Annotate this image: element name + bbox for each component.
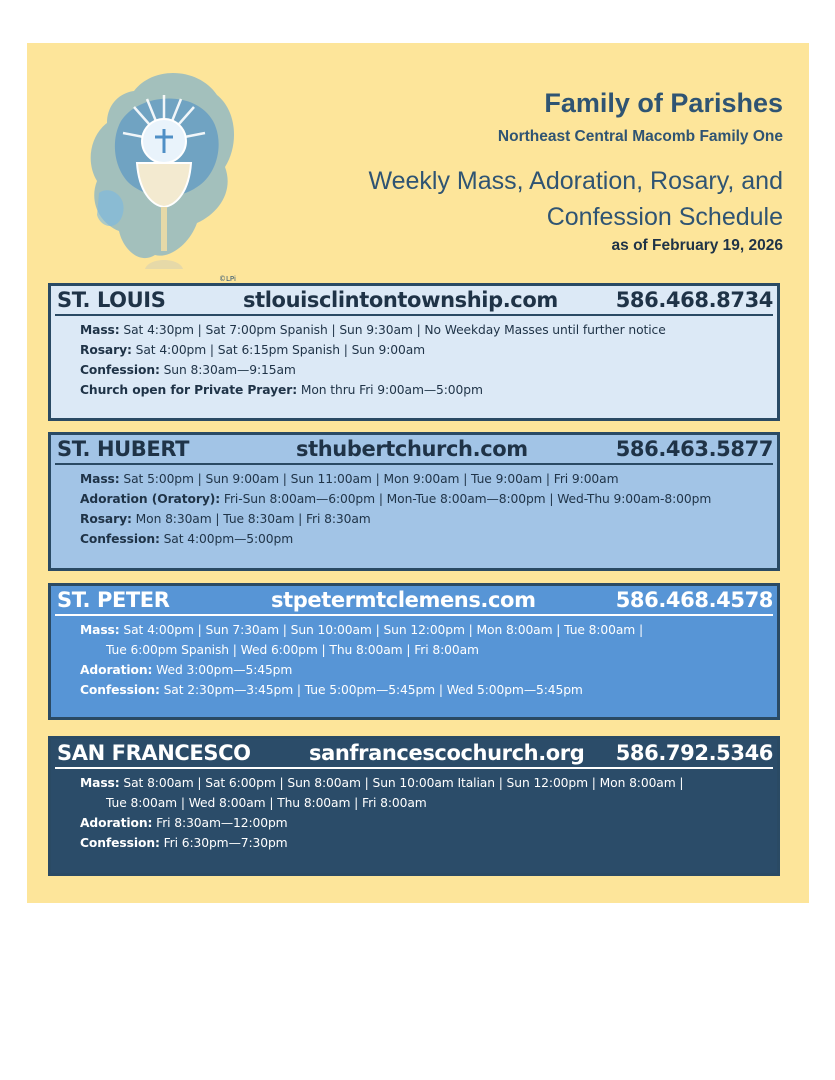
parish-header — [51, 586, 777, 616]
schedule-label: Confession: — [80, 363, 160, 377]
schedule-line — [80, 793, 777, 813]
schedule-times: Sat 8:00am | Sat 6:00pm | Sun 8:00am | Sun 10:00am Italian | Sun 12:00pm | Mon 8:00am | — [119, 776, 684, 790]
schedule-times: Sat 2:30pm—3:45pm | Tue 5:00pm—5:45pm | Wed 5:00pm—5:45pm — [159, 683, 583, 697]
schedule-times: Sat 4:00pm | Sun 7:30am | Sun 10:00am | Sun 12:00pm | Mon 8:00am | Tue 8:00am | — [119, 623, 644, 637]
schedule-lines — [51, 316, 777, 400]
schedule-times: Sun 8:30am—9:15am — [159, 363, 296, 377]
header-underline — [55, 614, 773, 616]
header-underline — [55, 767, 773, 769]
parish-box — [48, 736, 780, 876]
parish-website-link[interactable]: stpetermtclemens.com — [271, 588, 536, 612]
parish-box — [48, 583, 780, 720]
schedule-label: Confession: — [80, 836, 160, 850]
schedule-times: Sat 4:00pm | Sat 6:15pm Spanish | Sun 9:00am — [131, 343, 426, 357]
schedule-times: Fri 8:30am—12:00pm — [152, 816, 288, 830]
schedule-line — [80, 660, 777, 680]
schedule-label: Adoration: — [80, 816, 153, 830]
as-of-date: as of February 19, 2026 — [611, 237, 783, 254]
schedule-times: Tue 8:00am | Wed 8:00am | Thu 8:00am | Fri 8:00am — [106, 796, 427, 810]
parish-header — [51, 739, 777, 769]
schedule-label: Mass: — [80, 623, 120, 637]
schedule-line — [80, 509, 777, 529]
schedule-label: Confession: — [80, 683, 160, 697]
schedule-lines — [51, 769, 777, 853]
parish-name: ST. PETER — [57, 588, 170, 612]
parish-name: SAN FRANCESCO — [57, 741, 251, 765]
schedule-label: Mass: — [80, 472, 120, 486]
parish-box — [48, 283, 780, 421]
schedule-times: Mon 8:30am | Tue 8:30am | Fri 8:30am — [131, 512, 371, 526]
page-subtitle: Northeast Central Macomb Family One — [497, 128, 783, 145]
schedule-line — [80, 380, 777, 400]
page-title: Family of Parishes — [544, 88, 783, 118]
parish-phone: 586.468.8734 — [615, 288, 773, 312]
parish-name: ST. HUBERT — [57, 437, 190, 461]
schedule-times: Sat 5:00pm | Sun 9:00am | Sun 11:00am | Mon 9:00am | Tue 9:00am | Fri 9:00am — [119, 472, 619, 486]
parish-phone: 586.792.5346 — [615, 741, 773, 765]
schedule-line — [80, 620, 777, 640]
schedule-times: Sat 4:00pm—5:00pm — [159, 532, 294, 546]
schedule-label: Rosary: — [80, 343, 132, 357]
schedule-label: Mass: — [80, 323, 120, 337]
schedule-line — [80, 340, 777, 360]
parish-header — [51, 286, 777, 316]
schedule-lines — [51, 465, 777, 549]
schedule-times: Fri-Sun 8:00am—6:00pm | Mon-Tue 8:00am—8:00pm | Wed-Thu 9:00am-8:00pm — [220, 492, 712, 506]
schedule-times: Wed 3:00pm—5:45pm — [152, 663, 293, 677]
chalice-with-host-icon — [79, 63, 239, 293]
schedule-label: Mass: — [80, 776, 120, 790]
schedule-times: Mon thru Fri 9:00am—5:00pm — [297, 383, 483, 397]
schedule-lines — [51, 616, 777, 700]
schedule-times: Tue 6:00pm Spanish | Wed 6:00pm | Thu 8:00am | Fri 8:00am — [106, 643, 479, 657]
schedule-label: Rosary: — [80, 512, 132, 526]
parish-phone: 586.463.5877 — [615, 437, 773, 461]
schedule-line — [80, 833, 777, 853]
header-underline — [55, 463, 773, 465]
schedule-line — [80, 469, 777, 489]
header-underline — [55, 314, 773, 316]
parish-website-link[interactable]: sanfrancescochurch.org — [309, 741, 585, 765]
schedule-label: Adoration (Oratory): — [80, 492, 221, 506]
schedule-line — [80, 360, 777, 380]
schedule-label: Confession: — [80, 532, 160, 546]
parish-phone: 586.468.4578 — [615, 588, 773, 612]
schedule-line — [80, 680, 777, 700]
logo-signature: ©LPi — [219, 275, 236, 283]
flyer — [27, 43, 809, 903]
parish-website-link[interactable]: stlouisclintontownship.com — [243, 288, 558, 312]
schedule-times: Fri 6:30pm—7:30pm — [159, 836, 288, 850]
schedule-times: Sat 4:30pm | Sat 7:00pm Spanish | Sun 9:30am | No Weekday Masses until further notice — [119, 323, 666, 337]
parish-box — [48, 432, 780, 571]
parish-name: ST. LOUIS — [57, 288, 166, 312]
schedule-line — [80, 529, 777, 549]
schedule-label: Church open for Private Prayer: — [80, 383, 298, 397]
parish-header — [51, 435, 777, 465]
schedule-label: Adoration: — [80, 663, 153, 677]
schedule-heading-line1: Weekly Mass, Adoration, Rosary, and — [368, 167, 783, 195]
parish-website-link[interactable]: sthubertchurch.com — [296, 437, 528, 461]
schedule-line — [80, 640, 777, 660]
schedule-line — [80, 773, 777, 793]
schedule-heading-line2: Confession Schedule — [546, 203, 783, 231]
schedule-line — [80, 320, 777, 340]
schedule-line — [80, 813, 777, 833]
schedule-line — [80, 489, 777, 509]
